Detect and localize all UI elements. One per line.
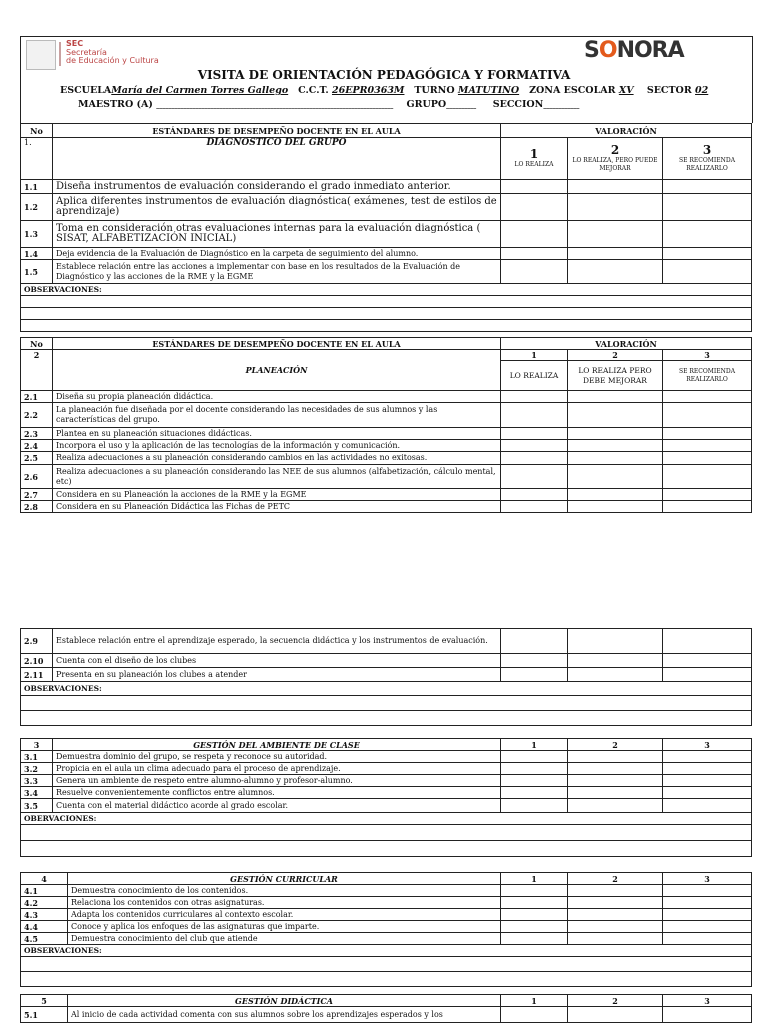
cct-label: C.C.T. [298,85,329,96]
escuela-value[interactable]: María del Carmen Torres Gallego [111,85,289,96]
item-text: Resuelve convenientemente conflictos entre alumnos. [53,787,501,799]
rating-cell-3[interactable] [663,1007,752,1023]
section-title: PLANEACIÓN [53,350,501,391]
rating-cell-1[interactable] [501,440,568,452]
rating-cell-2[interactable] [568,194,663,221]
rating-cell-3[interactable] [663,799,752,813]
val-1-number: 1 [501,873,568,885]
val-3-number: 3 [663,350,752,361]
item-text: Incorpora el uso y la aplicación de las tecnologías de la información y comunicación. [53,440,501,452]
rating-cell-1[interactable] [501,909,568,921]
table-row [21,403,752,428]
item-number: 2.1 [21,391,53,403]
rating-cell-1[interactable] [501,775,568,787]
val-1-number: 1 [501,995,568,1007]
observaciones-line-1[interactable] [21,296,752,308]
rating-cell-1[interactable] [501,428,568,440]
item-text: Cuenta con el diseño de los clubes [53,654,501,668]
table-row [21,428,752,440]
rating-cell-2[interactable] [568,787,663,799]
rating-cell-3[interactable] [663,465,752,489]
val-2-number: 2 [568,350,663,361]
table-row [21,909,752,921]
rating-cell-2[interactable] [568,465,663,489]
rating-cell-3[interactable] [663,194,752,221]
table-row [21,751,752,763]
section-number: 5 [21,995,68,1007]
page-gap [0,570,768,618]
zona-label: ZONA ESCOLAR [529,85,616,96]
rating-cell-2[interactable] [568,428,663,440]
item-text: Cuenta con el material didáctico acorde al grado escolar. [53,799,501,813]
rating-cell-3[interactable] [663,909,752,921]
rating-cell-1[interactable] [501,452,568,465]
rating-cell-1[interactable] [501,629,568,654]
rating-cell-1[interactable] [501,668,568,682]
val-3-number: 3 [663,995,752,1007]
table-row [21,489,752,501]
rating-cell-3[interactable] [663,260,752,284]
rating-cell-1[interactable] [501,489,568,501]
item-text: Al inicio de cada actividad comenta con sus alumnos sobre los aprendizajes esperados y los [68,1007,501,1023]
item-number: 2.6 [21,465,53,489]
rating-cell-3[interactable] [663,248,752,260]
item-number: 1.1 [21,180,53,194]
item-number: 4.3 [21,909,68,921]
observaciones-line-2[interactable] [21,308,752,320]
item-text: Presenta en su planeación los clubes a atender [53,668,501,682]
section-number: 2 [21,350,53,391]
rating-cell-1[interactable] [501,180,568,194]
rating-cell-1[interactable] [501,194,568,221]
item-text: Demuestra dominio del grupo, se respeta y reconoce su autoridad. [53,751,501,763]
item-number: 1.5 [21,260,53,284]
col-val-header: VALORACIÓN [501,338,752,350]
val-1-number: 1 [501,739,568,751]
item-number: 2.3 [21,428,53,440]
rating-cell-1[interactable] [501,221,568,248]
table-row [21,787,752,799]
rating-cell-2[interactable] [568,751,663,763]
col-no-header: No [21,338,53,350]
observaciones-label: OBSERVACIONES: [21,284,752,296]
rating-cell-1[interactable] [501,403,568,428]
section-number: 4 [21,873,68,885]
table-row [21,452,752,465]
rating-cell-3[interactable] [663,897,752,909]
section-title: GESTIÓN CURRICULAR [68,873,501,885]
item-text: Relaciona los contenidos con otras asignaturas. [68,897,501,909]
sonora-o: O [598,38,617,63]
sec-logo-text [66,40,159,66]
rating-cell-2[interactable] [568,501,663,513]
rating-cell-1[interactable] [501,799,568,813]
rating-cell-3[interactable] [663,489,752,501]
table-row [21,763,752,775]
val-2-number: 2 [568,873,663,885]
table-row [21,194,752,221]
item-text: Demuestra conocimiento de los contenidos. [68,885,501,897]
sector-label: SECTOR [646,85,692,96]
item-number: 2.5 [21,452,53,465]
rating-cell-2[interactable] [568,248,663,260]
table-planeacion-cont [20,628,752,726]
table-row [21,629,752,654]
col-val-header: VALORACIÓN [501,124,752,138]
sec-line-1: SEC [66,39,84,48]
seccion-label: SECCION [492,99,544,110]
observaciones-line-2[interactable] [21,711,752,726]
rating-cell-3[interactable] [663,933,752,945]
logo-divider [59,42,61,66]
rating-cell-1[interactable] [501,763,568,775]
turno-value[interactable]: MATUTINO [457,85,520,96]
rating-cell-2[interactable] [568,489,663,501]
rating-cell-3[interactable] [663,428,752,440]
val-3-number: 3 [663,873,752,885]
item-number: 3.3 [21,775,53,787]
rating-cell-2[interactable] [568,221,663,248]
turno-label: TURNO [414,85,455,96]
sec-line-3: de Educación y Cultura [66,56,159,65]
val-1-header [501,138,568,180]
val-2-label: LO REALIZA PERO DEBE MEJORAR [568,361,663,391]
table-row [21,799,752,813]
sonora-logo [584,38,684,63]
table-row [21,668,752,682]
rating-cell-2[interactable] [568,885,663,897]
rating-cell-1[interactable] [501,751,568,763]
observaciones-line-1[interactable] [21,696,752,711]
table-row [21,775,752,787]
item-number: 4.2 [21,897,68,909]
table-row [21,248,752,260]
sonora-rest: NORA [616,38,684,63]
table-row [21,921,752,933]
item-text: Adapta los contenidos curriculares al contexto escolar. [68,909,501,921]
item-number: 2.10 [21,654,53,668]
sonora-s: S [584,38,599,63]
item-number: 2.4 [21,440,53,452]
observaciones-line-2[interactable] [21,841,752,857]
section-title: DIAGNÓSTICO DEL GRUPO [53,138,501,180]
rating-cell-3[interactable] [663,180,752,194]
maestro-label: MAESTRO (A) [78,99,153,110]
val-2-number: 2 [610,143,620,157]
teacher-info-line [78,99,579,110]
sec-logo [26,40,176,70]
col-no-header: No [21,124,53,138]
item-number: 2.8 [21,501,53,513]
rating-cell-2[interactable] [568,775,663,787]
item-text: Considera en su Planeación la acciones de la RME y la EGME [53,489,501,501]
rating-cell-3[interactable] [663,221,752,248]
item-text: Propicia en el aula un clima adecuado para el proceso de aprendizaje. [53,763,501,775]
rating-cell-1[interactable] [501,885,568,897]
observaciones-label: OBSERVACIONES: [21,682,752,696]
item-text: Genera un ambiente de respeto entre alumno-alumno y profesor-alumno. [53,775,501,787]
rating-cell-3[interactable] [663,452,752,465]
rating-cell-2[interactable] [568,440,663,452]
val-2-number: 2 [568,995,663,1007]
observaciones-line-3[interactable] [21,320,752,332]
item-text: Diseña instrumentos de evaluación considerando el grado inmediato anterior. [53,180,501,194]
table-row [21,440,752,452]
col-std-header: ESTÁNDARES DE DESEMPEÑO DOCENTE EN EL AULA [53,124,501,138]
item-number: 2.11 [21,668,53,682]
val-2-number: 2 [568,739,663,751]
val-3-number: 3 [702,143,712,157]
page-title: VISITA DE ORIENTACIÓN PEDAGÓGICA Y FORMATIVA [197,68,571,82]
sector-value[interactable]: 02 [695,85,709,96]
table-curricular [20,872,752,987]
item-number: 5.1 [21,1007,68,1023]
val-2-header [568,138,663,180]
item-text: Diseña su propia planeación didáctica. [53,391,501,403]
rating-cell-2[interactable] [568,909,663,921]
rating-cell-3[interactable] [663,440,752,452]
rating-cell-2[interactable] [568,654,663,668]
observaciones-label: OBSERVACIONES: [21,945,752,957]
item-number: 3.1 [21,751,53,763]
rating-cell-3[interactable] [663,921,752,933]
rating-cell-1[interactable] [501,248,568,260]
item-text: Realiza adecuaciones a su planeación considerando cambios en las actividades no exitosas. [53,452,501,465]
coat-of-arms-icon [26,40,56,70]
rating-cell-1[interactable] [501,933,568,945]
rating-cell-1[interactable] [501,501,568,513]
item-number: 2.7 [21,489,53,501]
item-text: Demuestra conocimiento del club que atiende [68,933,501,945]
zona-value[interactable]: XV [618,85,634,96]
rating-cell-3[interactable] [663,391,752,403]
observaciones-label: OBERVACIONES: [21,813,752,825]
table-diagnostico [20,123,752,332]
table-row [21,465,752,489]
rating-cell-3[interactable] [663,403,752,428]
rating-cell-3[interactable] [663,885,752,897]
school-info-line [60,85,708,96]
table-row [21,897,752,909]
item-text: Conoce y aplica los enfoques de las asignaturas que imparte. [68,921,501,933]
val-1-label: LO REALIZA [514,161,554,168]
rating-cell-1[interactable] [501,465,568,489]
item-number: 3.2 [21,763,53,775]
table-row [21,501,752,513]
rating-cell-1[interactable] [501,787,568,799]
table-row [21,391,752,403]
section-title: GESTIÓN DIDÁCTICA [68,995,501,1007]
maestro-field[interactable]: _______________________________________________________________________________ [156,102,394,109]
val-1-label: LO REALIZA [501,361,568,391]
table-planeacion [20,337,752,513]
rating-cell-1[interactable] [501,1007,568,1023]
rating-cell-2[interactable] [568,799,663,813]
section-title: GESTIÓN DEL AMBIENTE DE CLASE [53,739,501,751]
rating-cell-2[interactable] [568,180,663,194]
rating-cell-3[interactable] [663,763,752,775]
item-text: Toma en consideración otras evaluaciones internas para la evaluación diagnóstica ( SISAT, ALFABETIZACIÓN INICIAL) [53,221,501,248]
item-number: 3.4 [21,787,53,799]
item-number: 2.2 [21,403,53,428]
table-ambiente [20,738,752,857]
section-number: 1. [21,138,53,180]
observaciones-line-1[interactable] [21,957,752,972]
val-3-label: SE RECOMIENDA REALIZARLO [663,361,752,391]
rating-cell-2[interactable] [568,668,663,682]
item-text: Realiza adecuaciones a su planeación considerando las NEE de sus alumnos (alfabetización, cálculo mental, etc) [53,465,501,489]
rating-cell-2[interactable] [568,629,663,654]
item-number: 2.9 [21,629,53,654]
rating-cell-1[interactable] [501,897,568,909]
grupo-label: GRUPO [406,99,447,110]
rating-cell-1[interactable] [501,654,568,668]
item-text: Aplica diferentes instrumentos de evaluación diagnóstica( exámenes, test de estilos de aprendizaje) [53,194,501,221]
table-didactica [20,994,752,1023]
item-text: Establece relación entre el aprendizaje esperado, la secuencia didáctica y los instrumentos de evaluación. [53,629,501,654]
rating-cell-2[interactable] [568,763,663,775]
rating-cell-3[interactable] [663,501,752,513]
rating-cell-2[interactable] [568,391,663,403]
table-row [21,180,752,194]
table-row [21,933,752,945]
rating-cell-3[interactable] [663,751,752,763]
item-number: 1.3 [21,221,53,248]
val-3-number: 3 [663,739,752,751]
val-2-label: LO REALIZA, PERO PUEDE MEJORAR [572,157,658,172]
table-row [21,654,752,668]
item-text: Deja evidencia de la Evaluación de Diagnóstico en la carpeta de seguimiento del alumno. [53,248,501,260]
col-std-header: ESTÁNDARES DE DESEMPEÑO DOCENTE EN EL AULA [53,338,501,350]
rating-cell-1[interactable] [501,260,568,284]
rating-cell-2[interactable] [568,452,663,465]
observaciones-line-2[interactable] [21,972,752,987]
rating-cell-3[interactable] [663,668,752,682]
item-text: La planeación fue diseñada por el docente considerando las necesidades de sus alumnos y las características del grupo. [53,403,501,428]
table-row [21,221,752,248]
item-number: 1.4 [21,248,53,260]
val-3-label: SE RECOMIENDA REALIZARLO [678,157,736,172]
item-number: 4.4 [21,921,68,933]
page-2 [0,618,768,1024]
val-1-number: 1 [529,147,539,161]
rating-cell-2[interactable] [568,403,663,428]
rating-cell-2[interactable] [568,897,663,909]
table-row [21,885,752,897]
item-number: 4.1 [21,885,68,897]
escuela-label: ESCUELA [60,85,112,96]
rating-cell-3[interactable] [663,654,752,668]
item-number: 4.5 [21,933,68,945]
rating-cell-2[interactable] [568,921,663,933]
rating-cell-1[interactable] [501,921,568,933]
rating-cell-2[interactable] [568,260,663,284]
table-row [21,260,752,284]
cct-value[interactable]: 26EPR0363M [331,85,405,96]
sec-line-2: Secretaría [66,47,107,57]
item-text: Establece relación entre las acciones a implementar con base en los resultados de la Evaluación de Diagnóstico y las acciones de la RME y la EGME [53,260,501,284]
val-1-number: 1 [501,350,568,361]
item-number: 3.5 [21,799,53,813]
observaciones-line-1[interactable] [21,825,752,841]
grupo-field[interactable]: __________ [446,102,477,109]
item-text: Plantea en su planeación situaciones didácticas. [53,428,501,440]
rating-cell-2[interactable] [568,1007,663,1023]
val-3-header [663,138,752,180]
rating-cell-3[interactable] [663,775,752,787]
rating-cell-1[interactable] [501,391,568,403]
table-row [21,1007,752,1023]
rating-cell-2[interactable] [568,933,663,945]
seccion-field[interactable]: ____________ [543,102,580,109]
item-number: 1.2 [21,194,53,221]
rating-cell-3[interactable] [663,629,752,654]
section-number: 3 [21,739,53,751]
rating-cell-3[interactable] [663,787,752,799]
item-text: Considera en su Planeación Didáctica las Fichas de PETC [53,501,501,513]
